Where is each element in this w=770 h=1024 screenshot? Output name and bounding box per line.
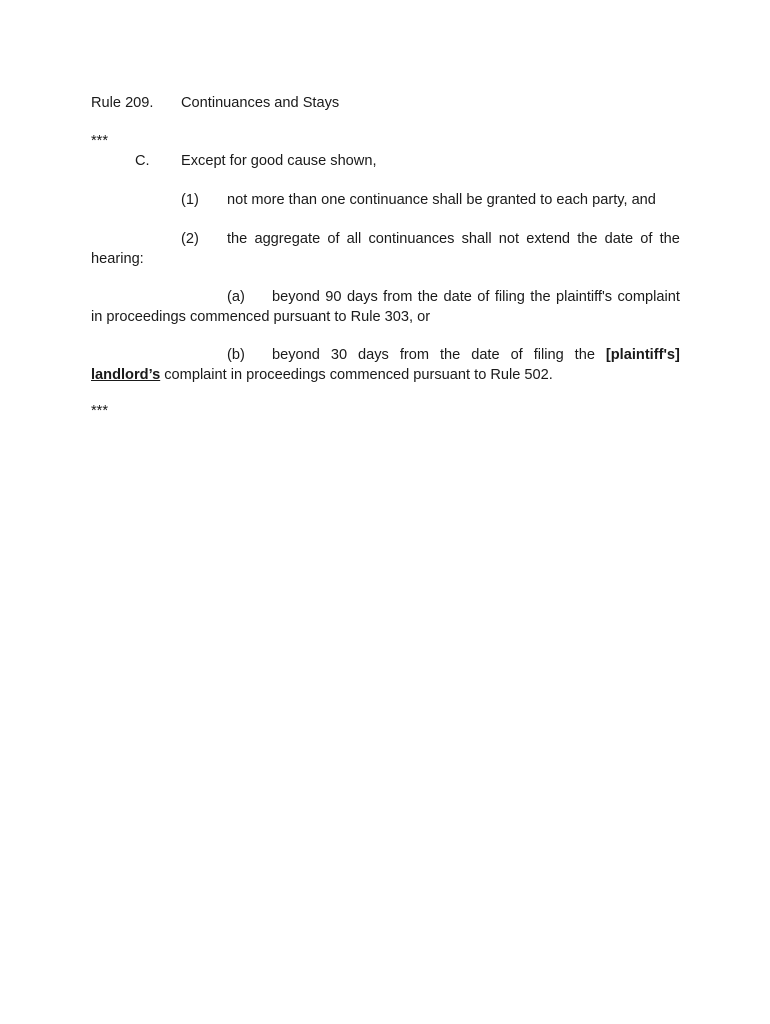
item-a-label: (a) (227, 289, 245, 305)
item-b-text: beyond 30 days from the date of filing the [plaintiff's] (272, 347, 680, 363)
item-b-continuation-text: complaint in proceedings commenced pursuant to Rule 502. (160, 367, 553, 383)
omission-marker-bottom: *** (91, 403, 109, 419)
item-a-text: beyond 90 days from the date of filing the plaintiff's complaint (272, 289, 680, 305)
item-b-label: (b) (227, 347, 245, 363)
item-c-label: C. (135, 153, 150, 169)
item-c-text: Except for good cause shown, (181, 153, 377, 169)
inserted-text: landlord’s (91, 367, 161, 383)
item-2-label: (2) (181, 231, 199, 247)
omission-marker-top: *** (91, 133, 109, 149)
rule-number: Rule 209. (91, 95, 154, 111)
item-2-text: the aggregate of all continuances shall not extend the date of the (227, 231, 680, 247)
item-b-continuation (91, 366, 553, 385)
rule-title: Continuances and Stays (181, 95, 340, 111)
deleted-text: [plaintiff's] (605, 347, 680, 363)
item-1-label: (1) (181, 192, 199, 208)
item-a-continuation: in proceedings commenced pursuant to Rule 303, or (91, 309, 431, 325)
item-2-continuation: hearing: (91, 251, 144, 267)
item-1-text: not more than one continuance shall be granted to each party, and (227, 192, 656, 208)
